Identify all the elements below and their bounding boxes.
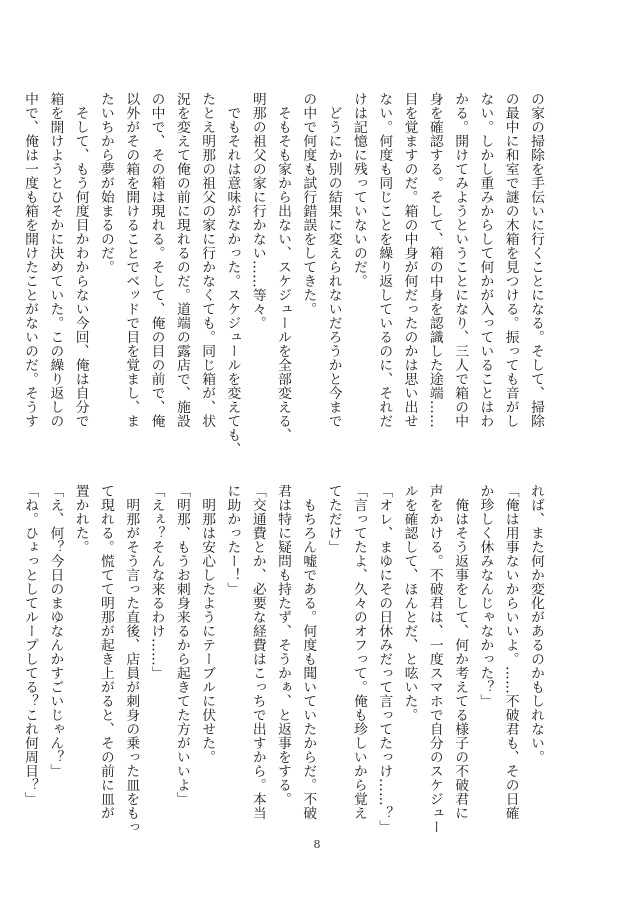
text-line: 明那の祖父の家に行かない……等々。	[249, 92, 266, 330]
text-line: ない。何度も同じことを繰り返しているのに、それだ	[376, 92, 393, 428]
text-line: 「俺は用事ないからいいよ。……不破君も、その日確	[502, 484, 519, 820]
text-line: 明那がそう言った直後、店員が刺身の乗った皿をもっ	[123, 484, 140, 834]
text-line: 声をかける。不破君は、一度スマホで自分のスケジュー	[426, 484, 443, 834]
text-line: 「オレ、まゆにその日休みだって言ってたっけ……？」	[376, 484, 393, 834]
text-line: 明那は安心したようにテーブルに伏せた。	[199, 484, 216, 764]
text-line: 箱を開けようとひそかに決めていた。この繰り返しの	[47, 92, 64, 428]
text-line: 身を確認する。そして、箱の中身を認識した途端……	[426, 92, 443, 428]
text-line: 「ね。ひょっとしてループしてる？これ何周目？」	[22, 484, 39, 806]
page-number: 8	[313, 838, 321, 851]
text-line: かる。開けてみようということになり、三人で箱の中	[452, 92, 469, 428]
text-line: たとえ明那の祖父の家に行かなくても。同じ箱が、状	[199, 92, 216, 428]
text-line: 以外がその箱を開けることでベッドで目を覚まし、ま	[123, 92, 140, 428]
text-line: に助かったー！」	[224, 484, 241, 596]
text-line: そもそも家から出ない、スケジュールを全部変える、	[275, 92, 292, 442]
text-line: 君は特に疑問も持たず、そうかぁ、と返事をする。	[275, 484, 292, 806]
text-line: もちろん嘘である。何度も聞いていたからだ。不破	[300, 484, 317, 820]
text-line: 置かれた。	[72, 484, 89, 554]
lower-text-block	[17, 484, 548, 834]
text-line: 中で、俺は一度も箱を開けたことがないのだ。そうす	[22, 92, 39, 428]
text-line: 「交通費とか、必要な経費はこっちで出すから。本当	[249, 484, 266, 820]
text-line: 「え、何？今日のまゆなんかすごいじゃん？」	[47, 484, 64, 778]
text-line: の中で何度も試行錯誤をしてきた。	[300, 92, 317, 316]
text-line: 況を変えて俺の前に現れるのだ。道端の露店で、施設	[173, 92, 190, 428]
text-line: の家の掃除を手伝いに行くことになる。そして、掃除	[528, 92, 544, 428]
text-line: 「明那、もうお刺身来るから起きてた方がいいよ」	[173, 484, 190, 806]
text-line: どうにか別の結果に変えられないだろうかと今まで	[325, 92, 342, 428]
text-line: 「えぇ？そんな来るわけ……」	[148, 484, 165, 680]
text-line: ルを確認して、ほんとだ、と呟いた。	[401, 484, 418, 722]
text-line: の中で、その箱は現れる。そして、俺の目の前で、俺	[148, 92, 165, 428]
text-line: て現れる。慌てて明那が起き上がると、その前に皿が	[97, 484, 114, 820]
text-line: か珍しく休みなんじゃなかった？」	[477, 484, 494, 708]
text-line: でもそれは意味がなかった。スケジュールを変えても、	[224, 92, 241, 456]
text-line: たいちから夢が始まるのだ。	[97, 92, 114, 274]
text-line: 目を覚ますのだ。箱の中身が何だったのかは思い出せ	[401, 92, 418, 428]
text-line: ない。しかし重みからして何かが入っていることはわ	[477, 92, 494, 428]
upper-text-block	[17, 92, 548, 456]
text-line: の最中に和室で謎の木箱を見つける。振っても音がし	[502, 92, 519, 428]
text-line: 俺はそう返事をして、何か考えてる様子の不破君に	[452, 484, 469, 820]
text-line: そして、もう何度目かわからない今回、俺は自分で	[72, 92, 89, 428]
text-line: れば、また何か変化があるのかもしれない。	[528, 484, 544, 764]
text-line: てただけ」	[325, 484, 342, 554]
text-line: 「言ってたよ、久々のオフって。俺も珍しいから覚え	[350, 484, 367, 820]
text-line: けは記憶に残っていないのだ。	[350, 92, 367, 288]
